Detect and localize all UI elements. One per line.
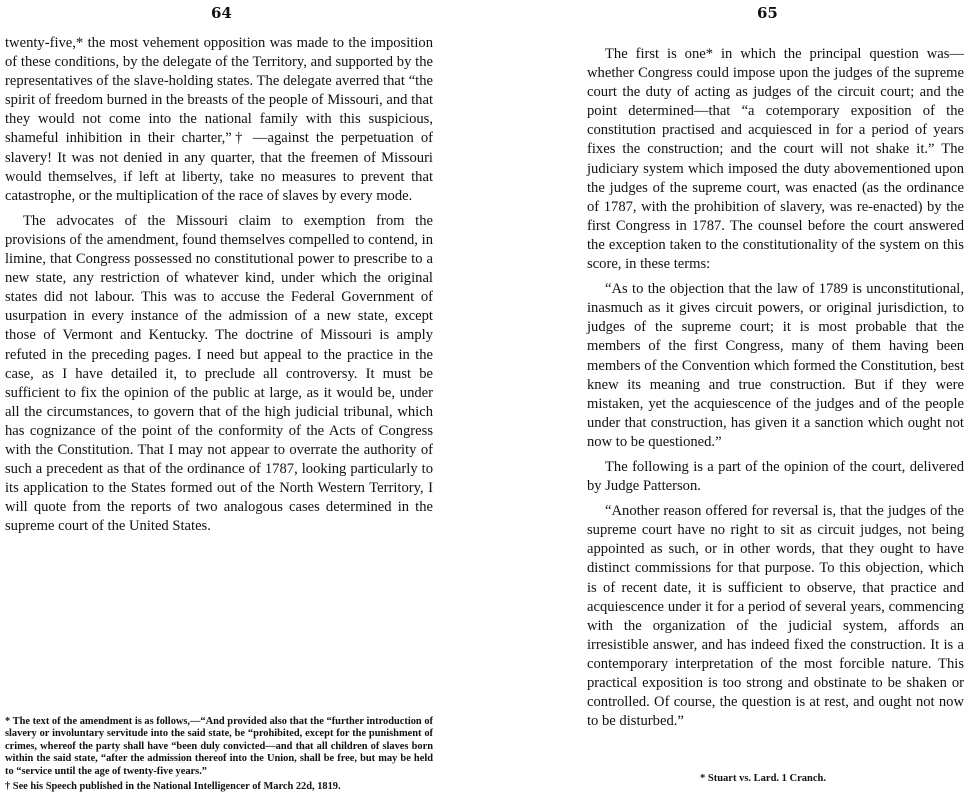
- left-page: [0, 0, 470, 795]
- right-body: [587, 45, 964, 737]
- footnote-speech: † See his Speech published in the National Intelligencer of March 22d, 1819.: [5, 781, 341, 793]
- right-paragraph-3: The following is a part of the opinion of the court, delivered by Judge Patterson.: [587, 458, 964, 495]
- right-paragraph-2: “As to the objection that the law of 1789 is unconstitutional, inasmuch as it gives circuit powers, or original jurisdiction, to judges of the supreme court; it is most probable that the members of the first Congress, many of them having been members of the Convention which formed the Constitution, best knew its meaning and true construction. But if they were mistaken, yet the acquiescence of the judges and of the people under that construction, has given it a sanction which ought not now to be questioned.”: [587, 281, 964, 450]
- page-number-right: 65: [757, 4, 778, 22]
- right-footnote: * Stuart vs. Lard. 1 Cranch.: [700, 773, 827, 784]
- page-number-left: 64: [211, 4, 232, 22]
- right-paragraph-1: The first is one* in which the principal question was—whether Congress could impose upon the judges of the supreme court the duty of acting as judges of the circuit court; and the point determined—that “a cotemporary exposition of the constitution practised and acquiesced in for a period of years fixes the construction; and the court will not shake it.” The judiciary system which imposed the duty abovementioned upon the judges of the supreme court, was enacted (as the ordinance of 1787, with the prohibition of slavery, was re-enacted) by the first Congress in 1787. The counsel before the court answered the exception taken to the constitutionality of the system on this score, in these terms:: [587, 46, 964, 273]
- left-footnotes: [5, 716, 433, 796]
- left-paragraph-2: The advocates of the Missouri claim to exemption from the provisions of the amendment, found themselves compelled to contend, in limine, that Congress possessed no constitutional power to prescribe to a new state, any restriction of whatever kind, under which the original states did not labour. This was to accuse the Federal Government of usurpation in every instance of the admission of a new state, except those of Vermont and Kentucky. The doctrine of Missouri is amply refuted in the preceding pages. I need but appeal to the practice in the case, as I have detailed it, to preclude all controversy. It must be sufficient to fix the opinion of the public at large, as it would be, under all the circumstances, to govern that of the high judicial tribunal, which has cognizance of the point of the conformity of the Acts of Congress with the Constitution. That I may not appear to overrate the authority of such a precedent as that of the ordinance of 1787, looking particularly to its application to the States formed out of the North Western Territory, I will quote from the reports of two analogous cases determined in the supreme court of the United States.: [5, 212, 433, 535]
- left-body: [5, 34, 433, 542]
- footnote-amendment: * The text of the amendment is as follows,—“And provided also that the “further introduction of slavery or involuntary servitude into the said state, be “prohibited, except for the punishment of crimes, whereof the party shall have “been duly convicted—and that all children of slaves born within the said state, “after the admission thereof into the Union, shall be free, but may be held to “service until the age of twenty-five years.”: [5, 716, 433, 777]
- left-paragraph-1: twenty-five,* the most vehement opposition was made to the imposition of these conditions, by the delegate of the Territory, and supported by the representatives of the slave-holding states. The delegate averred that “the spirit of freedom burned in the breasts of the people of Missouri, and that they would not come into the national family with this suspicious, shameful inhibition in their charter,”† —against the perpetuation of slavery! It was not denied in any quarter, that the freemen of Missouri would themselves, if left at liberty, take no measures to prevent that catastrophe, or the multiplication of the race of slaves by every mode.: [5, 35, 433, 204]
- right-paragraph-4: “Another reason offered for reversal is, that the judges of the supreme court have no right to sit as circuit judges, not being appointed as such, or in other words, that they ought to have distinct commissions for that purpose. To this objection, which is of recent date, it is sufficient to observe, that practice and acquiescence under it for a period of several years, commencing with the organization of the judicial system, affords an irresistible answer, and has indeed fixed the construction. It is a contemporary interpretation of the most forcible nature. This practical exposition is too strong and obstinate to be shaken or controlled. Of course, the question is at rest, and ought not now to be disturbed.”: [587, 503, 964, 730]
- right-page: [490, 0, 980, 795]
